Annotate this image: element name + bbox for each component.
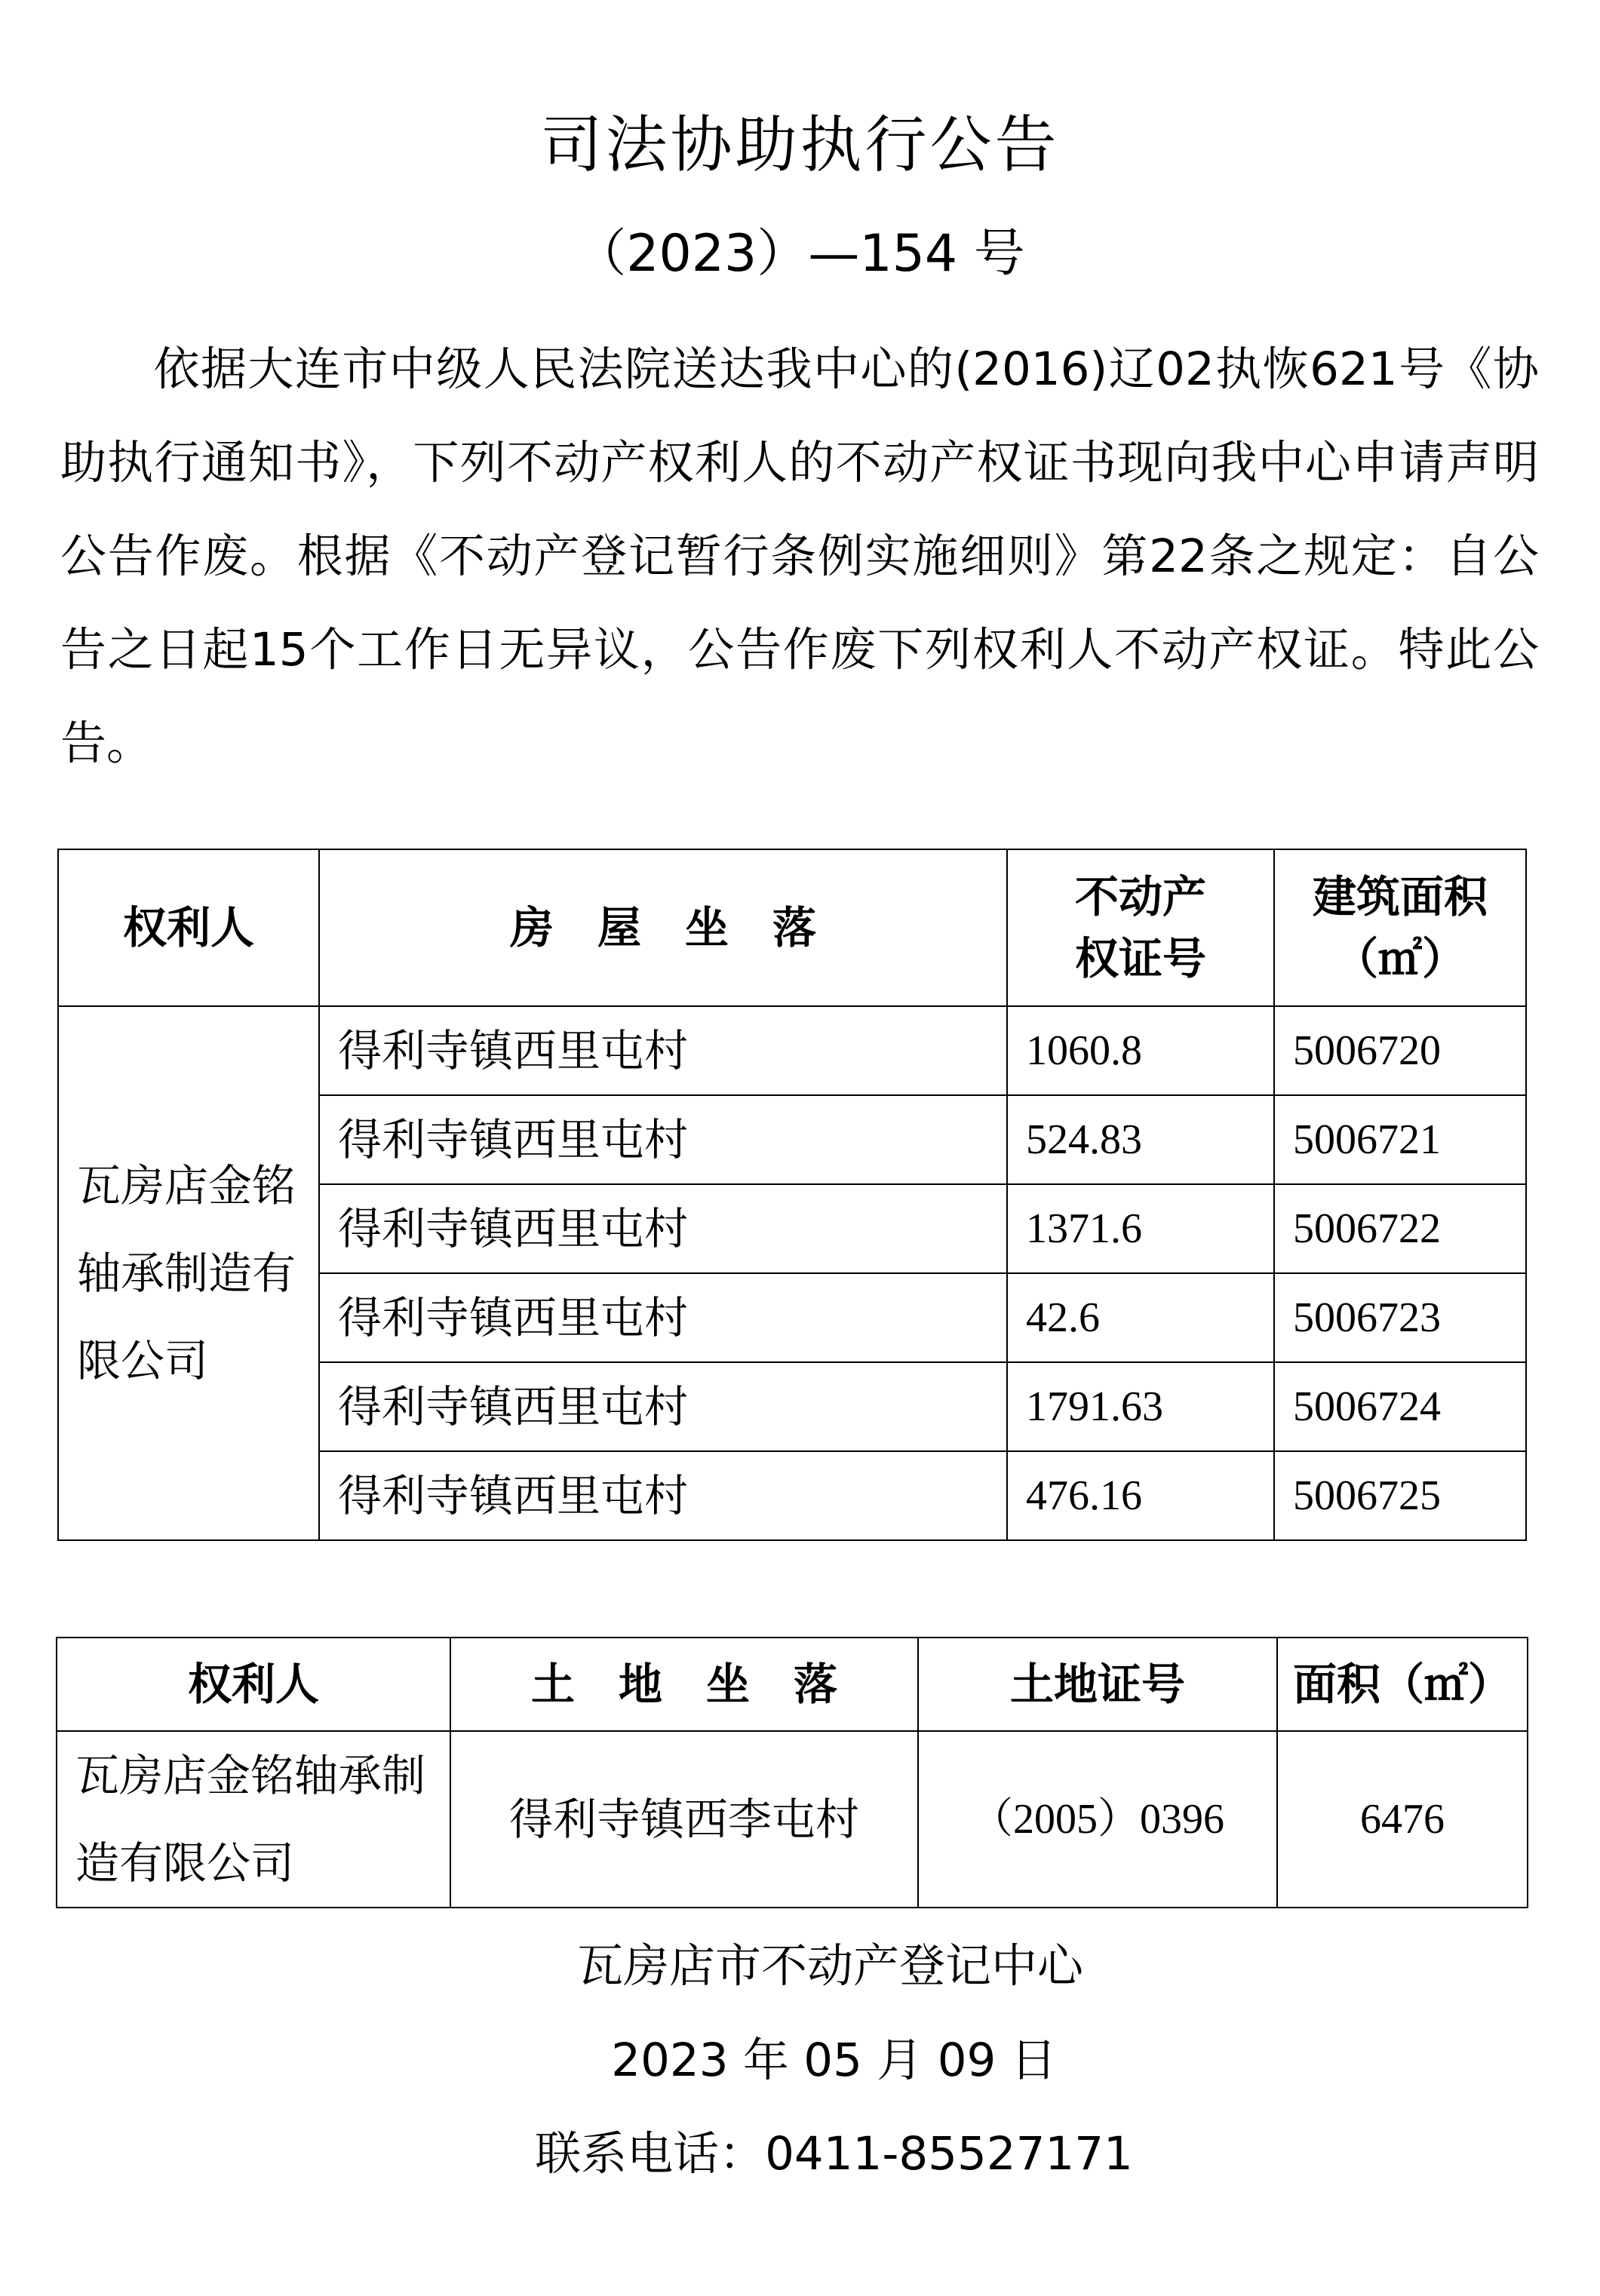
house-cert-cell: 1791.63 [1007,1362,1274,1451]
house-owner-cell: 瓦房店金铭轴承制造有限公司 [58,1006,319,1540]
house-area-cell: 5006724 [1274,1362,1526,1451]
land-area-cell: 6476 [1277,1731,1528,1908]
contact-phone: 联系电话：0411-85527171 [535,2127,1133,2181]
header-land-area: 面积（㎡） [1277,1638,1528,1731]
table-row [57,1731,1528,1908]
house-cert-cell: 524.83 [1007,1095,1274,1184]
header-owner: 权利人 [58,849,319,1006]
house-cert-cell: 42.6 [1007,1273,1274,1362]
house-cert-cell: 1371.6 [1007,1184,1274,1273]
land-cert-cell: （2005）0396 [918,1731,1277,1908]
header-land-location: 土 地 坐 落 [450,1638,918,1731]
notice-title: 司法协助执行公告 [540,109,1060,181]
land-owner-cell: 瓦房店金铭轴承制造有限公司 [57,1731,450,1908]
header-building-area: 建筑面积（㎡） [1274,849,1526,1006]
house-cert-cell: 1060.8 [1007,1006,1274,1095]
table-row [58,1006,1526,1095]
header-house-location: 房 屋 坐 落 [319,849,1007,1006]
house-area-cell: 5006723 [1274,1273,1526,1362]
house-table [57,849,1527,1541]
house-location-cell: 得利寺镇西里屯村 [319,1184,1007,1273]
house-cert-cell: 476.16 [1007,1451,1274,1540]
house-location-cell: 得利寺镇西里屯村 [319,1095,1007,1184]
house-location-cell: 得利寺镇西里屯村 [319,1362,1007,1451]
header-property-cert: 不动产权证号 [1007,849,1274,1006]
house-area-cell: 5006721 [1274,1095,1526,1184]
notice-number: （2023）—154 号 [575,224,1025,284]
issue-date: 2023 年 05 月 09 日 [611,2034,1057,2087]
house-area-cell: 5006720 [1274,1006,1526,1095]
house-table-header [58,849,1526,1006]
header-land-cert: 土地证号 [918,1638,1277,1731]
house-area-cell: 5006725 [1274,1451,1526,1540]
house-location-cell: 得利寺镇西里屯村 [319,1273,1007,1362]
issuing-organization: 瓦房店市不动产登记中心 [576,1939,1083,1993]
notice-paragraph [60,323,1539,790]
land-table [56,1637,1528,1908]
house-location-cell: 得利寺镇西里屯村 [319,1006,1007,1095]
house-location-cell: 得利寺镇西里屯村 [319,1451,1007,1540]
land-location-cell: 得利寺镇西李屯村 [450,1731,918,1908]
house-area-cell: 5006722 [1274,1184,1526,1273]
land-table-header [57,1638,1528,1731]
header-owner: 权利人 [57,1638,450,1731]
paragraph-text: 依据大连市中级人民法院送达我中心的(2016)辽02执恢621号《协助执行通知书》，下列不动产权利人的不动产权证书现向我中心申请声明公告作废。根据《不动产登记暂行条例实施细则》第22条之规定：自公告之日起15个工作日无异议，公告作废下列权利人不动产权证。特此公告。 [60,342,1539,770]
